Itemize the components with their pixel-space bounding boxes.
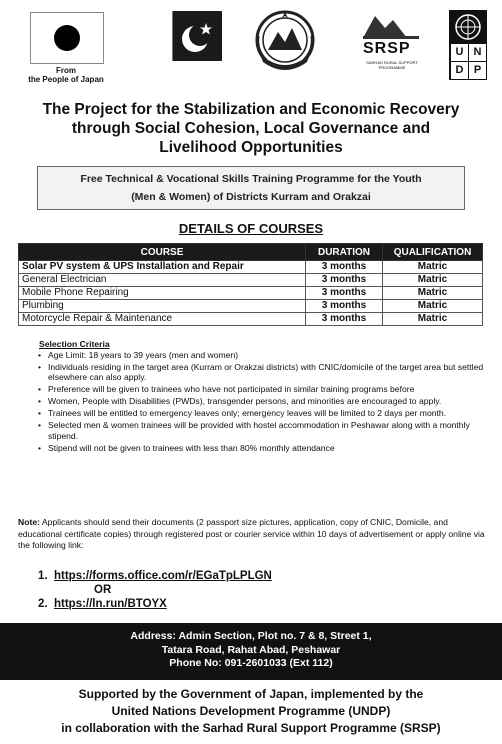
course-qualification: Matric xyxy=(383,300,483,313)
table-row xyxy=(19,274,483,287)
undp-logo xyxy=(449,10,487,80)
table-row xyxy=(19,300,483,313)
note-text: Applicants should send their documents (2 passport size pictures, application, copy of CNIC, Domicile, and educational certificate copies) through registered post or courier service within 10 days of advertisement or apply online via the following link: xyxy=(18,517,485,550)
apply-links xyxy=(38,569,272,611)
course-duration: 3 months xyxy=(306,300,383,313)
undp-letter: P xyxy=(469,62,486,79)
course-name: Motorcycle Repair & Maintenance xyxy=(19,313,306,326)
list-item: • Age Limit: 18 years to 39 years (men and women) xyxy=(48,350,486,361)
course-qualification: Matric xyxy=(383,274,483,287)
course-qualification: Matric xyxy=(383,287,483,300)
course-duration: 3 months xyxy=(306,261,383,274)
link-number: 1. xyxy=(38,570,48,582)
list-item: • Selected men & women trainees will be provided with hostel accommodation in Peshawar along with a monthly stipend. xyxy=(48,420,486,441)
address-banner: Address: Admin Section, Plot no. 7 & 8, Street 1, Tatara Road, Rahat Abad, Peshawar Phone No: 091-2601033 (Ext 112) xyxy=(0,623,502,680)
link-number: 2. xyxy=(38,598,48,610)
short-link[interactable]: https://ln.run/BTOYX xyxy=(53,598,167,610)
column-header-duration: DURATION xyxy=(306,244,383,261)
course-name: Plumbing xyxy=(19,300,306,313)
course-qualification: Matric xyxy=(383,261,483,274)
rising-sun-icon xyxy=(54,25,80,51)
courses-table xyxy=(18,243,483,326)
course-name: General Electrician xyxy=(19,274,306,287)
undp-letter: D xyxy=(451,62,468,79)
list-item: • Stipend will not be given to trainees with less than 80% monthly attendance xyxy=(48,443,486,454)
srsp-caption: SARHAD RURAL SUPPORT PROGRAMME xyxy=(366,60,418,70)
undp-letter: U xyxy=(451,44,468,61)
list-item: • Women, People with Disabilities (PWDs), transgender persons, and minorities are encouraged to apply. xyxy=(48,396,486,407)
criteria-list xyxy=(18,350,486,454)
application-note xyxy=(18,517,486,552)
programme-subtitle: Free Technical & Vocational Skills Training Programme for the Youth (Men & Women) of Districts Kurram and Orakzai xyxy=(37,166,465,210)
course-duration: 3 months xyxy=(306,274,383,287)
table-row xyxy=(19,287,483,300)
list-item: • Preference will be given to trainees who have not participated in similar training programs before xyxy=(48,384,486,395)
table-row xyxy=(19,261,483,274)
course-duration: 3 months xyxy=(306,287,383,300)
list-item: • Trainees will be entitled to emergency leaves only; emergency leaves will be limited to 2 days per month. xyxy=(48,408,486,419)
note-label: Note: xyxy=(18,517,40,527)
course-duration: 3 months xyxy=(306,313,383,326)
un-globe-icon xyxy=(451,12,485,42)
course-name: Solar PV system & UPS Installation and Repair xyxy=(19,261,306,274)
undp-letter: N xyxy=(469,44,486,61)
forms-office-link[interactable]: https://forms.office.com/r/EGaTpLPLGN xyxy=(53,570,272,582)
course-qualification: Matric xyxy=(383,313,483,326)
or-separator: OR xyxy=(94,584,112,596)
logo-strip xyxy=(0,0,502,90)
column-header-course: COURSE xyxy=(19,244,306,261)
kpk-emblem-logo xyxy=(252,6,318,78)
column-header-qualification: QUALIFICATION xyxy=(383,244,483,261)
selection-criteria xyxy=(18,339,486,455)
pakistan-flag-logo xyxy=(155,11,222,61)
japan-caption: From the People of Japan xyxy=(28,66,104,84)
japan-flag-logo xyxy=(30,12,104,64)
table-row xyxy=(19,313,483,326)
course-name: Mobile Phone Repairing xyxy=(19,287,306,300)
project-title: The Project for the Stabilization and Economic Recovery through Social Cohesion, Local Governance and Livelihood Opportunities xyxy=(42,101,460,156)
srsp-logo-text: SRSP xyxy=(363,40,411,57)
details-heading: DETAILS OF COURSES xyxy=(178,221,324,236)
crescent-star-icon xyxy=(175,15,219,57)
supported-by-footer: Supported by the Government of Japan, implemented by the United Nations Development Programme (UNDP) in collaboration with the Sarhad Rural Support Programme (SRSP) xyxy=(61,687,441,735)
list-item: • Individuals residing in the target area (Kurram or Orakzai districts) with CNIC/domicile of the target area but settled elsewhere can also apply. xyxy=(48,362,486,383)
criteria-title: Selection Criteria xyxy=(39,339,110,349)
table-header-row xyxy=(19,244,483,261)
